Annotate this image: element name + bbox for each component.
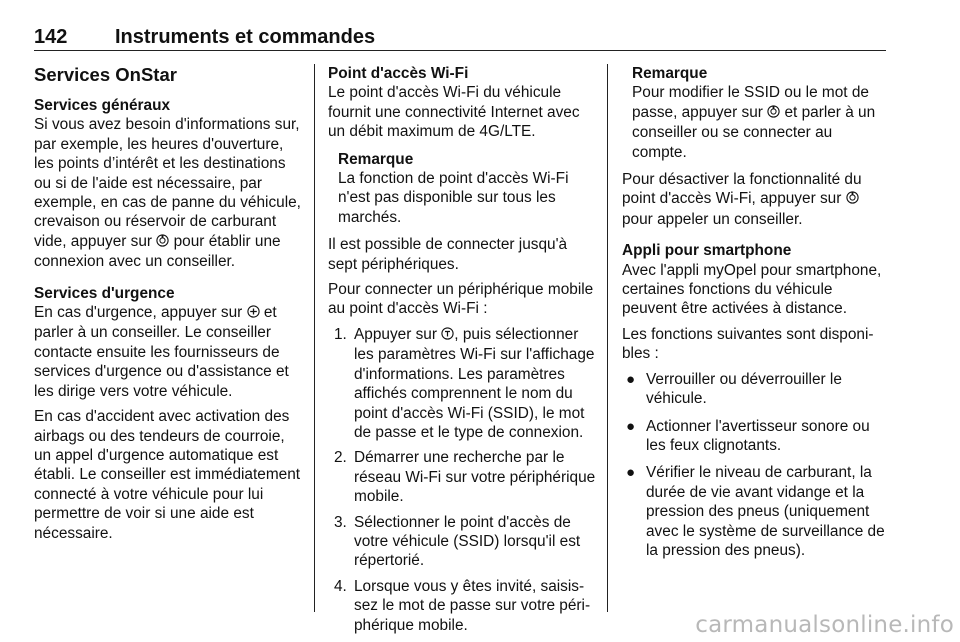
general-services-text: Si vous avez besoin d'informations sur, par exemple, les heures d'ouverture, les points d’intérêt et les destinations ou si de l'aide est nécessaire, par exemple, en cas de panne du véhicule, crevaison ou réservoir de carburant vide, appuyer sur pour établir une connexion avec un conseiller. xyxy=(34,116,301,271)
wifi-settings-button-icon xyxy=(441,326,454,345)
list-item: 1. Appuyer sur , puis sélectionner les paramètres Wi-Fi sur l'affichage d'informations. Les paramètres affichés comprennent le nom du point d'accès Wi-Fi (SSID), le mot de passe et le type de connexion. xyxy=(334,325,595,441)
watermark: carmanualsonline.info xyxy=(695,612,954,638)
column-3 xyxy=(622,64,888,568)
wifi-text: Le point d'accès Wi-Fi du véhicule fournit une connectivité Internet avec un débit maximum de 4G/LTE. xyxy=(328,84,580,141)
list-item: 2. Démarrer une recherche par le réseau Wi-Fi sur votre périphérique mobile. xyxy=(334,449,596,506)
emergency-services-heading: Services d'urgence xyxy=(34,284,175,302)
remark-text: Pour modifier le SSID ou le mot de passe, appuyer sur et parler à un conseiller ou se connecter au compte. xyxy=(632,84,876,161)
bullet-icon: ● xyxy=(626,370,636,388)
disable-wifi-text: Pour désactiver la fonctionnalité du point d'accès Wi-Fi, appuyer sur pour appeler un conseiller. xyxy=(622,171,862,228)
onstar-button-icon xyxy=(846,190,859,209)
remark-title: Remarque xyxy=(338,150,414,168)
page-number: 142 xyxy=(34,26,68,48)
emergency-text: En cas d'urgence, appuyer sur et parler à un conseiller. Le conseiller contacte ensuite les fournisseurs de services d'urgence ou d'assistance et les dirige vers votre véhicule. xyxy=(34,304,289,400)
list-item: 4. Lorsque vous y êtes invité, saisissez le mot de passe sur votre périphérique mobile. xyxy=(334,577,591,634)
bullet-icon: ● xyxy=(626,464,636,482)
list-item: ● Verrouiller ou déverrouiller le véhicule. xyxy=(626,370,842,408)
list-item: ● Actionner l'avertisseur sonore ou les feux clignotants. xyxy=(626,417,870,454)
wifi-heading: Point d'accès Wi-Fi xyxy=(328,65,469,82)
section-title: Services OnStar xyxy=(34,64,177,85)
column-1 xyxy=(34,64,302,549)
bullet-icon: ● xyxy=(626,417,636,435)
column-divider-1 xyxy=(314,64,315,612)
list-item: ● Vérifier le niveau de carburant, la durée de vie avant vidange et la pression des pneus (uniquement avec le système de surveillance de la pression des pneus). xyxy=(626,464,885,559)
onstar-button-icon xyxy=(156,233,169,252)
general-services-heading: Services généraux xyxy=(34,97,171,114)
remark-box xyxy=(632,64,888,162)
remark-box xyxy=(338,150,596,228)
onstar-button-icon xyxy=(767,104,780,123)
remark-title: Remarque xyxy=(632,65,708,82)
column-2 xyxy=(328,64,596,641)
accident-text: En cas d'accident avec activation des airbags ou des tendeurs de courroie, un appel d'urgence automatique est établi. Le conseiller est immédiatement connecté à votre véhicule pour lui permettre de voir si une aide est nécessaire. xyxy=(34,408,301,542)
functions-list xyxy=(622,370,888,561)
smartphone-app-text: Avec l'appli myOpel pour smartphone, certaines fonctions du véhicule peuvent être activées à distance. xyxy=(622,261,882,318)
page-header xyxy=(34,26,886,51)
devices-text: Il est possible de connecter jusqu'à sept périphériques. xyxy=(328,236,568,273)
page-title: Instruments et commandes xyxy=(115,26,376,48)
connect-text: Pour connecter un périphérique mobile au point d'accès Wi-Fi : xyxy=(328,281,594,318)
column-divider-2 xyxy=(607,64,608,612)
list-item: 3. Sélectionner le point d'accès de votre véhicule (SSID) lorsqu'il est répertorié. xyxy=(334,513,581,570)
functions-text: Les fonctions suivantes sont disponibles : xyxy=(622,325,874,363)
steps-list xyxy=(328,325,596,635)
remark-text: La fonction de point d'accès Wi-Fi n'est pas disponible sur tous les marchés. xyxy=(338,170,569,226)
sos-button-icon xyxy=(247,304,260,323)
smartphone-app-heading: Appli pour smartphone xyxy=(622,242,792,260)
